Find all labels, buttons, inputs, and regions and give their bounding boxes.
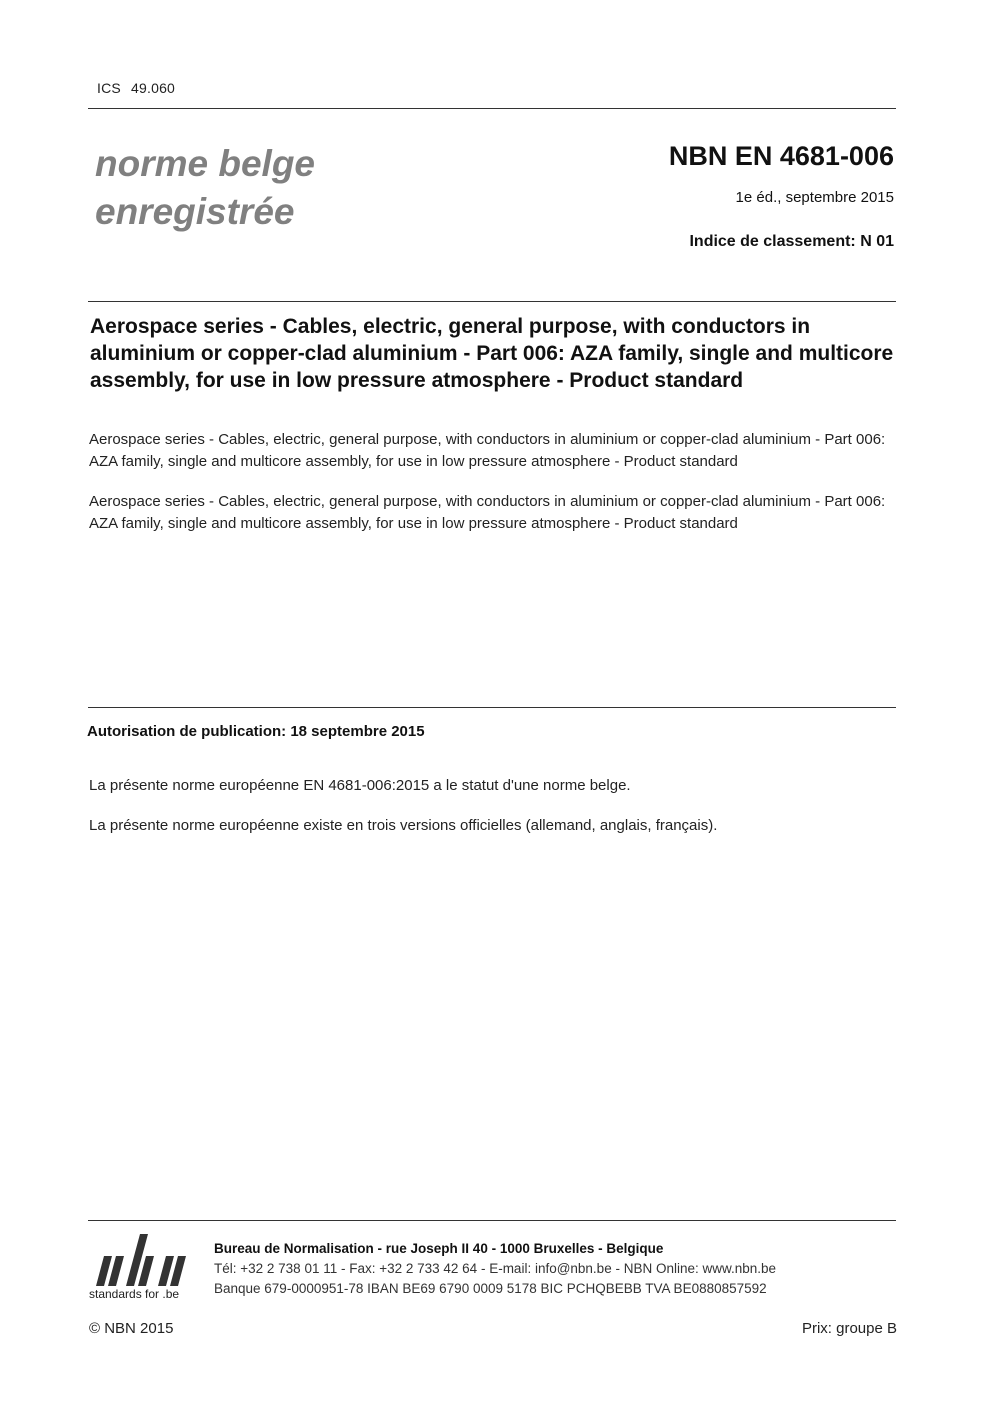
brand-title bbox=[95, 140, 315, 236]
brand-line-1: norme belge bbox=[95, 143, 315, 184]
ics-code: ICS 49.060 bbox=[97, 80, 176, 96]
title-english: Aerospace series - Cables, electric, general purpose, with conductors in aluminium or copper-clad aluminium - Part 006: AZA family, single and multicore assembly, for use in low pressure atmosphere - Product standard bbox=[90, 315, 894, 392]
price-group: Prix: groupe B bbox=[801, 1320, 897, 1337]
brand-line-2: enregistrée bbox=[95, 191, 295, 232]
logo-tagline: standards for .be bbox=[89, 1287, 180, 1301]
header-divider bbox=[88, 108, 896, 109]
footer-bank: Banque 679-0000951-78 IBAN BE69 6790 0009 5178 BIC PCHQBEBB TVA BE0880857592 bbox=[214, 1281, 767, 1296]
copyright: © NBN 2015 bbox=[89, 1320, 174, 1337]
title-divider bbox=[88, 301, 896, 302]
footer-address: Bureau de Normalisation - rue Joseph II 40 - 1000 Bruxelles - Belgique bbox=[214, 1241, 664, 1256]
standard-number: NBN EN 4681-006 bbox=[668, 141, 894, 171]
title-german: Aerospace series - Cables, electric, general purpose, with conductors in aluminium or copper-clad aluminium - Part 006: AZA family, single and multicore assembly, for use in low pressure atmosphere - Product standard bbox=[89, 431, 886, 470]
edition-date: 1e éd., septembre 2015 bbox=[735, 189, 894, 206]
title-french: Aerospace series - Cables, electric, general purpose, with conductors in aluminium or copper-clad aluminium - Part 006: AZA family, single and multicore assembly, for use in low pressure atmosphere - Product standard bbox=[89, 493, 886, 532]
footer-contact: Tél: +32 2 738 01 11 - Fax: +32 2 733 42 64 - E-mail: info@nbn.be - NBN Online: www.nbn.be bbox=[214, 1261, 777, 1276]
classification-index: Indice de classement: N 01 bbox=[689, 233, 894, 250]
versions-statement: La présente norme européenne existe en trois versions officielles (allemand, anglais, français). bbox=[89, 817, 718, 834]
status-statement: La présente norme européenne EN 4681-006:2015 a le statut d'une norme belge. bbox=[89, 777, 631, 794]
publication-authorisation: Autorisation de publication: 18 septembre 2015 bbox=[87, 723, 425, 740]
footer-divider bbox=[88, 1220, 896, 1221]
publication-divider bbox=[88, 707, 896, 708]
